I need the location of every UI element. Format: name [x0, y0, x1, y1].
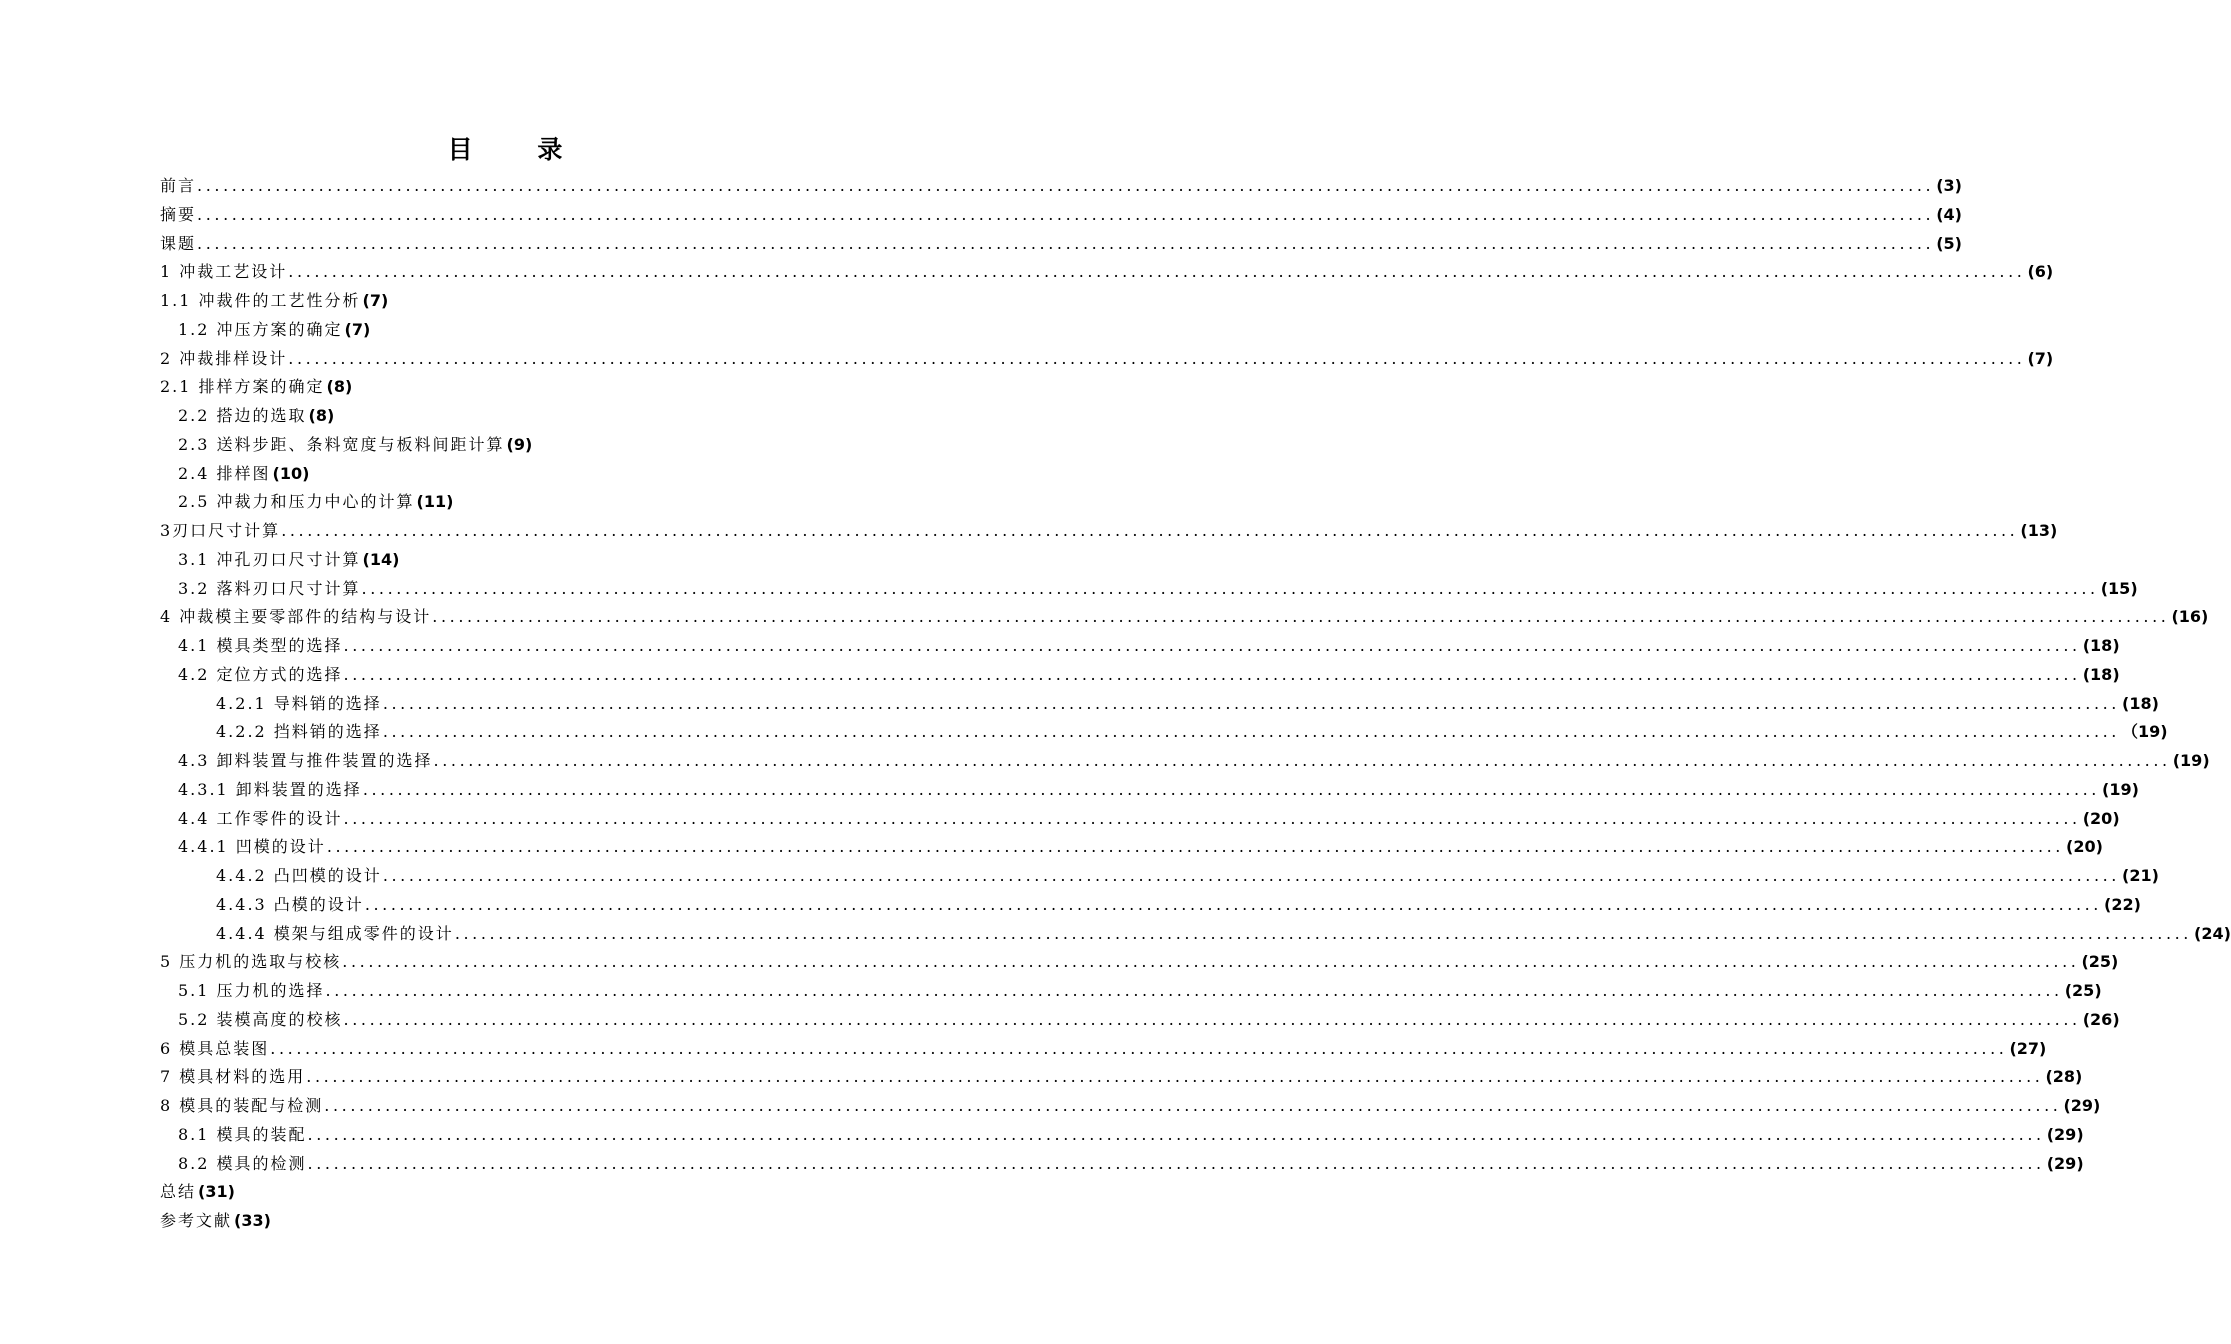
toc-dot-leader: ........................................................................................................................................................................................................ — [432, 607, 2170, 627]
toc-entry-title: 4.3 卸料装置与推件装置的选择 — [178, 751, 433, 770]
toc-dot-leader: ........................................................................................................................................................................................................ — [361, 578, 2099, 598]
toc-entry-page-number: (28) — [2045, 1067, 2083, 1087]
toc-entry[interactable] — [160, 948, 2119, 977]
toc-dot-leader: ........................................................................................................................................................................................................ — [382, 866, 2120, 885]
toc-entry-title: 8.1 模具的装配 — [178, 1124, 307, 1144]
toc-entry[interactable] — [160, 1121, 2084, 1150]
toc-entry-page-number: (26) — [2082, 1009, 2120, 1029]
toc-entry-title: 3刃口尺寸计算 — [160, 521, 281, 540]
toc-entry-page-number: (7) — [344, 319, 371, 339]
toc-entry-title: 前言 — [160, 176, 197, 195]
toc-entry-page-number: (25) — [2064, 981, 2102, 1000]
toc-entry-title: 4.2.2 挡料销的选择 — [216, 722, 382, 742]
toc-entry-page-number: (7) — [362, 291, 389, 310]
toc-entry-page-number: (6) — [2027, 262, 2054, 282]
toc-dot-leader: ........................................................................................................................................................................................................ — [197, 204, 1935, 224]
toc-entry-page-number: (33) — [234, 1211, 271, 1230]
toc-entry[interactable] — [160, 431, 850, 460]
toc-entry-title: 4.4.2 凸凹模的设计 — [216, 866, 382, 885]
toc-entry-title: 1.1 冲裁件的工艺性分析 — [160, 291, 361, 310]
toc-entry-title: 8 模具的装配与检测 — [160, 1096, 324, 1115]
toc-entry[interactable] — [160, 172, 1962, 201]
toc-dot-leader: ........................................................................................................................................................................................................ — [288, 262, 2026, 282]
toc-entry[interactable] — [160, 776, 2139, 805]
toc-entry[interactable] — [160, 287, 850, 316]
toc-entry[interactable] — [160, 230, 1962, 259]
toc-dot-leader: ........................................................................................................................................................................................................ — [433, 751, 2171, 770]
toc-entry-page-number: (8) — [326, 377, 353, 397]
toc-entry-title: 2.1 排样方案的确定 — [160, 377, 325, 397]
toc-dot-leader: ........................................................................................................................................................................................................ — [306, 1067, 2044, 1087]
toc-entry-page-number: (14) — [362, 549, 400, 569]
toc-entry[interactable] — [160, 1006, 2120, 1035]
toc-entry-title: 4.4.1 凹模的设计 — [178, 837, 326, 857]
toc-entry-title: 1 冲裁工艺设计 — [160, 262, 288, 282]
toc-entry-page-number: (29) — [2046, 1124, 2084, 1144]
toc-entry-title: 4.4.3 凸模的设计 — [216, 894, 364, 914]
toc-entry-title: 总结 — [160, 1182, 197, 1202]
toc-entry[interactable] — [160, 373, 850, 402]
toc-entry[interactable] — [160, 661, 2120, 690]
toc-entry-title: 3.1 冲孔刃口尺寸计算 — [178, 549, 361, 569]
toc-entry[interactable] — [160, 316, 850, 345]
toc-entry-page-number: (16) — [2171, 607, 2209, 627]
toc-entry-page-number: （19) — [2122, 722, 2168, 742]
toc-entry[interactable] — [160, 1150, 2084, 1179]
toc-entry-page-number: (9) — [506, 434, 533, 454]
toc-entry-page-number: (15) — [2100, 578, 2138, 598]
toc-entry-title: 8.2 模具的检测 — [178, 1153, 307, 1173]
toc-entry-page-number: (20) — [2082, 808, 2120, 828]
toc-entry[interactable] — [160, 1035, 2047, 1064]
toc-entry[interactable] — [160, 575, 2138, 604]
toc-entry-title: 3.2 落料刃口尺寸计算 — [178, 578, 361, 598]
toc-entry-title: 5 压力机的选取与校核 — [160, 952, 342, 972]
toc-entry[interactable] — [160, 805, 2120, 834]
toc-dot-leader: ........................................................................................................................................................................................................ — [343, 636, 2081, 655]
toc-entry-title: 2.2 搭边的选取 — [178, 406, 307, 425]
toc-entry[interactable] — [160, 977, 2102, 1006]
toc-entry-page-number: (18) — [2082, 664, 2120, 684]
toc-entry-title: 4 冲裁模主要零部件的结构与设计 — [160, 607, 432, 627]
toc-dot-leader: ........................................................................................................................................................................................................ — [343, 1009, 2081, 1029]
toc-entry-page-number: (8) — [308, 406, 335, 425]
toc-dot-leader: ........................................................................................................................................................................................................ — [197, 233, 1935, 253]
toc-dot-leader: ........................................................................................................................................................................................................ — [382, 722, 2120, 742]
toc-entry-title: 1.2 冲压方案的确定 — [178, 319, 343, 339]
toc-dot-leader: ........................................................................................................................................................................................................ — [343, 808, 2081, 828]
toc-dot-leader: ........................................................................................................................................................................................................ — [325, 981, 2063, 1000]
toc-entry-title: 2.4 排样图 — [178, 463, 271, 483]
toc-entry[interactable] — [160, 1092, 2101, 1121]
toc-entry[interactable] — [160, 718, 2168, 747]
toc-entry-title: 4.2 定位方式的选择 — [178, 664, 343, 684]
toc-entry-page-number: (29) — [2063, 1096, 2101, 1115]
toc-entry[interactable] — [160, 632, 2120, 661]
toc-dot-leader: ........................................................................................................................................................................................................ — [454, 923, 2192, 943]
toc-entry[interactable] — [160, 546, 850, 575]
toc-entry[interactable] — [160, 690, 2159, 719]
toc-entry-page-number: (18) — [2122, 693, 2159, 713]
toc-entry[interactable] — [160, 747, 2210, 776]
toc-entry-page-number: (3) — [1936, 176, 1962, 195]
toc-entry-title: 2 冲裁排样设计 — [160, 348, 288, 368]
toc-dot-leader: ........................................................................................................................................................................................................ — [362, 779, 2100, 799]
toc-entry-page-number: (29) — [2046, 1153, 2084, 1173]
toc-entry-title: 5.1 压力机的选择 — [178, 981, 325, 1000]
toc-entry-page-number: (27) — [2009, 1038, 2047, 1058]
toc-entry-title: 4.1 模具类型的选择 — [178, 636, 343, 655]
toc-entry[interactable] — [160, 920, 2231, 949]
toc-entry-title: 2.3 送料步距、条料宽度与板料间距计算 — [178, 434, 505, 454]
toc-entry[interactable] — [160, 862, 2159, 891]
toc-entry-title: 5.2 装模高度的校核 — [178, 1009, 343, 1029]
toc-entry-page-number: (11) — [416, 492, 454, 512]
toc-entry-page-number: (24) — [2194, 923, 2231, 943]
toc-entry-page-number: (4) — [1936, 204, 1962, 224]
toc-entry-title: 参考文献 — [160, 1211, 233, 1230]
toc-entry-page-number: (5) — [1936, 233, 1962, 253]
toc-entry-page-number: (19) — [2102, 779, 2139, 799]
toc-dot-leader: ........................................................................................................................................................................................................ — [270, 1038, 2008, 1058]
toc-dot-leader: ........................................................................................................................................................................................................ — [197, 176, 1935, 195]
toc-entry-title: 4.4 工作零件的设计 — [178, 808, 343, 828]
toc-entry-page-number: (21) — [2122, 866, 2159, 885]
toc-dot-leader: ........................................................................................................................................................................................................ — [307, 1153, 2045, 1173]
toc-entry-page-number: (22) — [2104, 894, 2141, 914]
toc-entry[interactable] — [160, 1063, 2083, 1092]
toc-entry-title: 4.4.4 模架与组成零件的设计 — [216, 923, 454, 943]
toc-entry-title: 4.2.1 导料销的选择 — [216, 693, 382, 713]
toc-entry-page-number: (10) — [272, 463, 310, 483]
toc-dot-leader: ........................................................................................................................................................................................................ — [324, 1096, 2062, 1115]
toc-entry-page-number: (18) — [2082, 636, 2120, 655]
toc-entry[interactable] — [160, 201, 1962, 230]
toc-dot-leader: ........................................................................................................................................................................................................ — [364, 894, 2102, 914]
toc-entry[interactable] — [160, 488, 850, 517]
toc-entry-page-number: (31) — [198, 1182, 235, 1202]
toc-entry-page-number: (20) — [2066, 837, 2103, 857]
toc-entry[interactable] — [160, 891, 2141, 920]
table-of-contents — [160, 172, 2231, 1236]
toc-dot-leader: ........................................................................................................................................................................................................ — [281, 521, 2019, 540]
toc-entry-title: 4.3.1 卸料装置的选择 — [178, 779, 362, 799]
toc-dot-leader: ........................................................................................................................................................................................................ — [288, 348, 2026, 368]
toc-entry[interactable] — [160, 1207, 850, 1236]
toc-entry[interactable] — [160, 345, 2054, 374]
toc-dot-leader: ........................................................................................................................................................................................................ — [343, 664, 2081, 684]
toc-entry-page-number: (13) — [2020, 521, 2058, 540]
toc-entry-title: 课题 — [160, 233, 197, 253]
toc-entry[interactable] — [160, 1178, 850, 1207]
page-title: 目 录 — [447, 135, 591, 164]
toc-entry-page-number: (19) — [2172, 751, 2210, 770]
toc-entry[interactable] — [160, 517, 2058, 546]
toc-entry-page-number: (25) — [2081, 952, 2119, 972]
toc-entry-title: 2.5 冲裁力和压力中心的计算 — [178, 492, 415, 512]
toc-dot-leader: ........................................................................................................................................................................................................ — [342, 952, 2080, 972]
toc-dot-leader: ........................................................................................................................................................................................................ — [382, 693, 2120, 713]
toc-dot-leader: ........................................................................................................................................................................................................ — [326, 837, 2064, 857]
toc-entry[interactable] — [160, 460, 850, 489]
toc-entry-title: 摘要 — [160, 204, 197, 224]
toc-entry-page-number: (7) — [2027, 348, 2054, 368]
toc-entry[interactable] — [160, 603, 2209, 632]
toc-entry-title: 7 模具材料的选用 — [160, 1067, 306, 1087]
toc-entry[interactable] — [160, 402, 850, 431]
toc-entry[interactable] — [160, 833, 2103, 862]
toc-dot-leader: ........................................................................................................................................................................................................ — [307, 1124, 2045, 1144]
toc-entry-title: 6 模具总装图 — [160, 1038, 270, 1058]
toc-entry[interactable] — [160, 258, 2054, 287]
